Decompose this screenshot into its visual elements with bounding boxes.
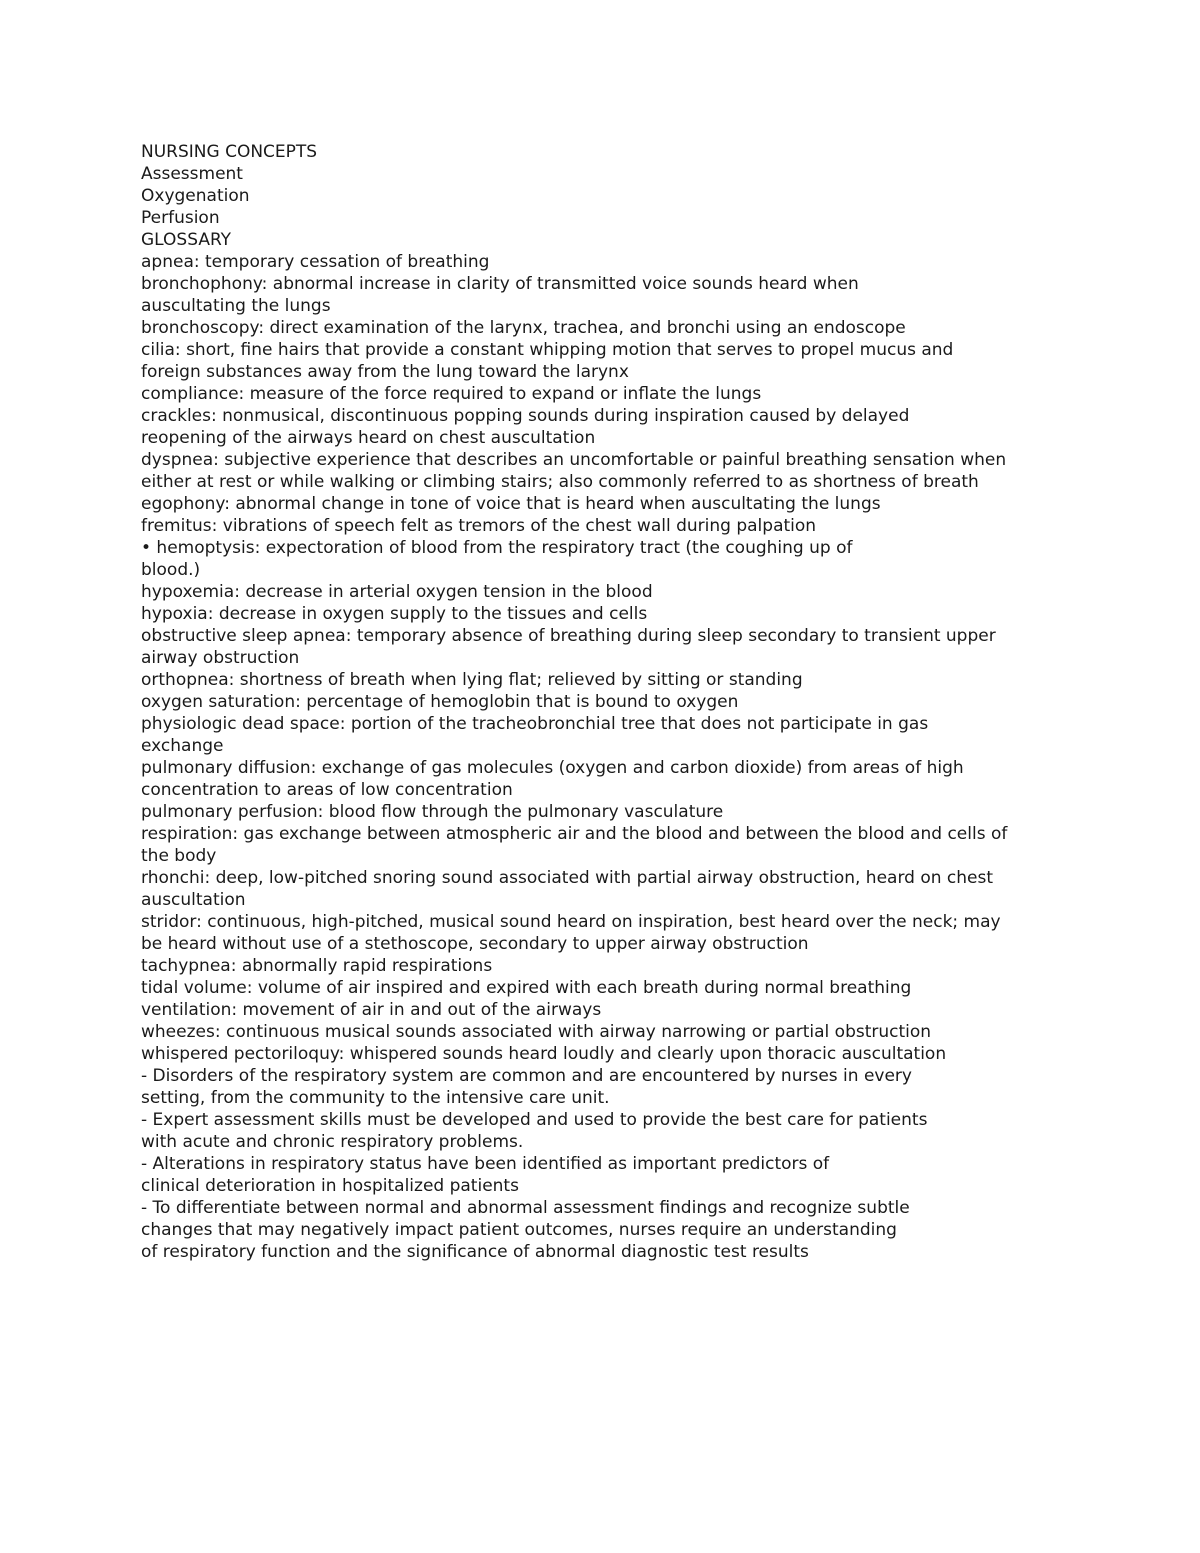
text-line: bronchoscopy: direct examination of the larynx, trachea, and bronchi using an endoscope: [141, 318, 906, 338]
text-line: changes that may negatively impact patient outcomes, nurses require an understanding: [141, 1220, 897, 1240]
text-line: be heard without use of a stethoscope, secondary to upper airway obstruction: [141, 934, 809, 954]
text-line: physiologic dead space: portion of the tracheobronchial tree that does not participate in gas: [141, 714, 929, 734]
text-line: setting, from the community to the intensive care unit.: [141, 1088, 610, 1108]
text-line: either at rest or while walking or climbing stairs; also commonly referred to as shortness of breath: [141, 472, 979, 492]
text-line: concentration to areas of low concentration: [141, 780, 513, 800]
text-line: blood.): [141, 560, 201, 580]
text-line: clinical deterioration in hospitalized patients: [141, 1176, 519, 1196]
text-line: airway obstruction: [141, 648, 300, 668]
text-line: whispered pectoriloquy: whispered sounds heard loudly and clearly upon thoracic auscultation: [141, 1044, 947, 1064]
text-line: obstructive sleep apnea: temporary absence of breathing during sleep secondary to transient upper: [141, 626, 996, 646]
text-line: ventilation: movement of air in and out of the airways: [141, 1000, 602, 1020]
text-line: pulmonary perfusion: blood flow through the pulmonary vasculature: [141, 802, 724, 822]
text-line: exchange: [141, 736, 224, 756]
text-line: rhonchi: deep, low-pitched snoring sound associated with partial airway obstruction, heard on chest: [141, 868, 994, 888]
text-line: - Alterations in respiratory status have been identified as important predictors of: [141, 1154, 830, 1174]
text-line: foreign substances away from the lung toward the larynx: [141, 362, 629, 382]
text-line: of respiratory function and the significance of abnormal diagnostic test results: [141, 1242, 809, 1262]
text-line: auscultation: [141, 890, 246, 910]
text-line: tachypnea: abnormally rapid respirations: [141, 956, 493, 976]
text-line: egophony: abnormal change in tone of voice that is heard when auscultating the lungs: [141, 494, 881, 514]
text-line: cilia: short, fine hairs that provide a constant whipping motion that serves to propel mucus and: [141, 340, 954, 360]
text-line: bronchophony: abnormal increase in clarity of transmitted voice sounds heard when: [141, 274, 859, 294]
text-line: pulmonary diffusion: exchange of gas molecules (oxygen and carbon dioxide) from areas of high: [141, 758, 964, 778]
text-line: crackles: nonmusical, discontinuous popping sounds during inspiration caused by delayed: [141, 406, 910, 426]
text-line: tidal volume: volume of air inspired and expired with each breath during normal breathing: [141, 978, 912, 998]
text-line: hypoxemia: decrease in arterial oxygen tension in the blood: [141, 582, 653, 602]
section-heading-assessment: Assessment: [141, 164, 243, 184]
text-line: apnea: temporary cessation of breathing: [141, 252, 490, 272]
text-line: auscultating the lungs: [141, 296, 331, 316]
section-heading-oxygenation: Oxygenation: [141, 186, 250, 206]
text-line: orthopnea: shortness of breath when lying flat; relieved by sitting or standing: [141, 670, 803, 690]
text-line: - To differentiate between normal and abnormal assessment findings and recognize subtle: [141, 1198, 910, 1218]
text-line: compliance: measure of the force required to expand or inflate the lungs: [141, 384, 762, 404]
text-line: • hemoptysis: expectoration of blood from the respiratory tract (the coughing up of: [141, 538, 853, 558]
text-line: the body: [141, 846, 217, 866]
text-line: dyspnea: subjective experience that describes an uncomfortable or painful breathing sensation when: [141, 450, 1007, 470]
text-line: oxygen saturation: percentage of hemoglobin that is bound to oxygen: [141, 692, 739, 712]
text-line: respiration: gas exchange between atmospheric air and the blood and between the blood and cells of: [141, 824, 1008, 844]
text-line: wheezes: continuous musical sounds associated with airway narrowing or partial obstruction: [141, 1022, 932, 1042]
text-line: hypoxia: decrease in oxygen supply to the tissues and cells: [141, 604, 648, 624]
document-body: [141, 141, 1051, 1263]
text-line: fremitus: vibrations of speech felt as tremors of the chest wall during palpation: [141, 516, 817, 536]
section-heading-perfusion: Perfusion: [141, 208, 220, 228]
text-line: with acute and chronic respiratory problems.: [141, 1132, 524, 1152]
glossary-heading: GLOSSARY: [141, 230, 232, 250]
text-line: reopening of the airways heard on chest auscultation: [141, 428, 596, 448]
text-line: - Expert assessment skills must be developed and used to provide the best care for patients: [141, 1110, 928, 1130]
text-line: - Disorders of the respiratory system are common and are encountered by nurses in every: [141, 1066, 912, 1086]
text-line: stridor: continuous, high-pitched, musical sound heard on inspiration, best heard over the neck; may: [141, 912, 1001, 932]
document-title: NURSING CONCEPTS: [141, 142, 318, 162]
